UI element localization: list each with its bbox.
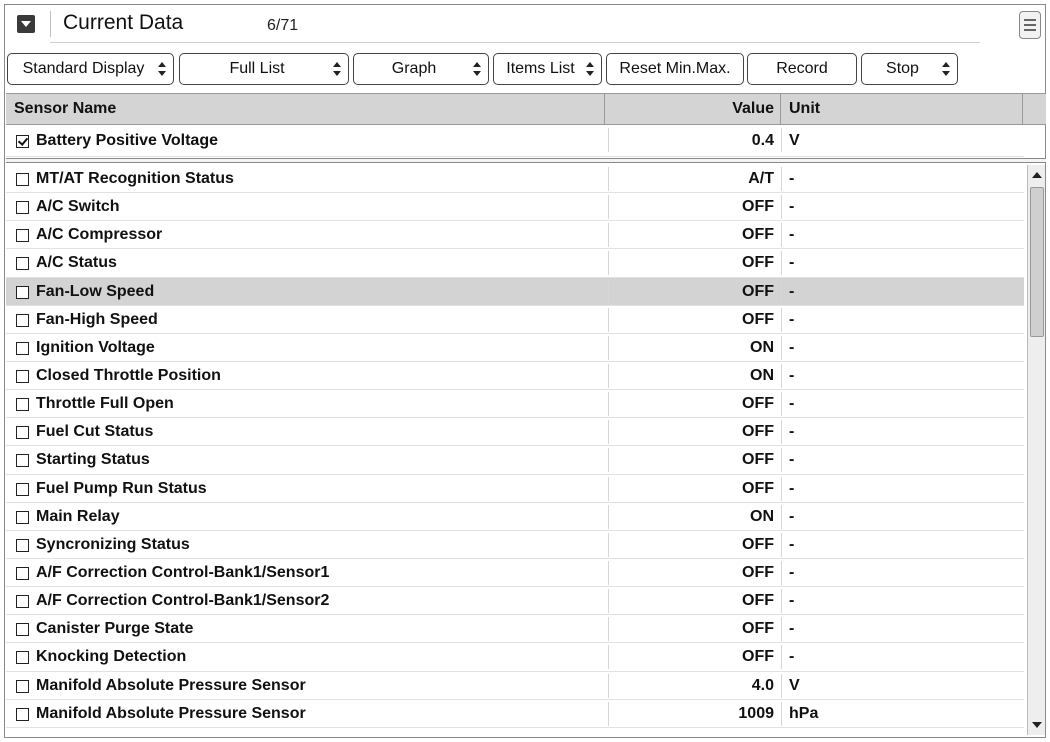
- cell-divider: [781, 195, 782, 219]
- checkbox-icon[interactable]: [16, 342, 29, 355]
- column-divider[interactable]: [780, 94, 781, 124]
- standard-display-label: Standard Display: [22, 60, 145, 77]
- table-row[interactable]: [6, 334, 1024, 362]
- vertical-scrollbar[interactable]: [1027, 165, 1045, 735]
- cell-divider: [781, 533, 782, 557]
- column-divider[interactable]: [604, 94, 605, 124]
- table-row[interactable]: [6, 615, 1024, 643]
- cell-divider: [781, 336, 782, 360]
- current-data-panel: [4, 4, 1046, 738]
- sensor-name: A/F Correction Control-Bank1/Sensor1: [36, 563, 330, 581]
- sensor-list: [6, 165, 1024, 735]
- table-row[interactable]: [6, 643, 1024, 671]
- record-label: Record: [776, 60, 828, 77]
- updown-arrow-icon: [942, 62, 950, 76]
- checkbox-icon[interactable]: [16, 257, 29, 270]
- reset-min-max-label: Reset Min.Max.: [619, 60, 731, 77]
- table-row[interactable]: [6, 418, 1024, 446]
- checkbox-checked-icon[interactable]: [16, 135, 29, 148]
- cell-divider: [781, 477, 782, 501]
- sensor-unit: hPa: [789, 704, 819, 722]
- pinned-sensor-unit: V: [789, 132, 800, 149]
- table-row[interactable]: [6, 390, 1024, 418]
- table-row[interactable]: [6, 193, 1024, 221]
- header-value[interactable]: Value: [732, 100, 774, 117]
- title-divider: [50, 11, 51, 37]
- sensor-unit: -: [789, 451, 795, 469]
- sensor-unit: -: [789, 479, 795, 497]
- standard-display-select[interactable]: [7, 53, 174, 85]
- sensor-name: Starting Status: [36, 451, 150, 469]
- sensor-value: OFF: [742, 563, 774, 581]
- table-row[interactable]: [6, 249, 1024, 277]
- table-row[interactable]: [6, 503, 1024, 531]
- updown-arrow-icon: [586, 62, 594, 76]
- checkbox-icon[interactable]: [16, 426, 29, 439]
- full-list-label: Full List: [229, 60, 285, 77]
- sensor-value: 1009: [738, 704, 774, 722]
- sensor-name: MT/AT Recognition Status: [36, 170, 234, 187]
- graph-select[interactable]: [353, 53, 489, 85]
- table-row[interactable]: [6, 165, 1024, 193]
- cell-divider: [781, 280, 782, 304]
- table-row[interactable]: [6, 362, 1024, 390]
- pinned-row[interactable]: [6, 126, 1024, 157]
- table-row[interactable]: [6, 531, 1024, 559]
- sensor-unit: -: [789, 395, 795, 413]
- sensor-unit: -: [789, 535, 795, 553]
- cell-divider: [781, 589, 782, 613]
- sensor-unit: -: [789, 310, 795, 328]
- sensor-value: OFF: [742, 310, 774, 328]
- updown-arrow-icon: [333, 62, 341, 76]
- table-row[interactable]: [6, 587, 1024, 615]
- sensor-value: OFF: [742, 479, 774, 497]
- sensor-name: Main Relay: [36, 507, 120, 525]
- checkbox-icon[interactable]: [16, 173, 29, 186]
- sensor-name: Fuel Cut Status: [36, 423, 154, 441]
- sensor-name: Fan-High Speed: [36, 310, 158, 328]
- sensor-value: OFF: [742, 282, 774, 300]
- checkbox-icon[interactable]: [16, 680, 29, 693]
- header-unit[interactable]: Unit: [789, 100, 821, 117]
- cell-divider: [781, 167, 782, 191]
- checkbox-icon[interactable]: [16, 398, 29, 411]
- sensor-name: Syncronizing Status: [36, 535, 190, 553]
- scroll-up-icon[interactable]: [1030, 168, 1044, 182]
- checkbox-icon[interactable]: [16, 651, 29, 664]
- checkbox-icon[interactable]: [16, 286, 29, 299]
- sensor-unit: -: [789, 620, 795, 638]
- cell-divider: [781, 364, 782, 388]
- full-list-select[interactable]: [179, 53, 349, 85]
- cell-divider: [781, 223, 782, 247]
- cell-divider: [781, 561, 782, 585]
- scroll-down-icon[interactable]: [1030, 718, 1044, 732]
- table-row[interactable]: [6, 278, 1024, 306]
- column-divider: [1022, 94, 1023, 124]
- checkbox-icon[interactable]: [16, 567, 29, 580]
- sensor-name: Throttle Full Open: [36, 395, 174, 413]
- reset-min-max-button[interactable]: [606, 53, 744, 85]
- sensor-name: Closed Throttle Position: [36, 366, 221, 384]
- sensor-value: OFF: [742, 198, 774, 216]
- page-title: Current Data: [63, 11, 184, 34]
- table-row[interactable]: [6, 306, 1024, 334]
- items-list-select[interactable]: [493, 53, 602, 85]
- scroll-thumb[interactable]: [1030, 187, 1044, 337]
- table-row[interactable]: [6, 446, 1024, 474]
- sensor-unit: -: [789, 592, 795, 610]
- checkbox-icon[interactable]: [16, 483, 29, 496]
- sensor-name: A/C Status: [36, 254, 117, 272]
- checkbox-icon[interactable]: [16, 314, 29, 327]
- sensor-unit: -: [789, 366, 795, 384]
- table-header: [6, 93, 1046, 125]
- checkbox-icon[interactable]: [16, 708, 29, 721]
- cell-divider: [781, 448, 782, 472]
- menu-icon[interactable]: [1019, 11, 1041, 39]
- updown-arrow-icon: [473, 62, 481, 76]
- sensor-unit: -: [789, 648, 795, 666]
- sensor-name: A/C Compressor: [36, 226, 163, 244]
- checkbox-icon[interactable]: [16, 539, 29, 552]
- sensor-value: OFF: [742, 648, 774, 666]
- sensor-unit: -: [789, 423, 795, 441]
- sensor-name: Knocking Detection: [36, 648, 187, 666]
- sensor-name: Ignition Voltage: [36, 338, 155, 356]
- header-sensor-name[interactable]: Sensor Name: [14, 100, 117, 117]
- cell-divider: [781, 645, 782, 669]
- sensor-value: 4.0: [751, 676, 774, 694]
- sensor-value: OFF: [742, 451, 774, 469]
- sensor-unit: -: [789, 254, 795, 272]
- cell-divider: [781, 505, 782, 529]
- table-row[interactable]: [6, 559, 1024, 587]
- cell-divider: [781, 392, 782, 416]
- collapse-icon[interactable]: [17, 15, 35, 33]
- item-count: 6/71: [267, 17, 299, 34]
- cell-divider: [781, 128, 782, 152]
- sensor-name: Manifold Absolute Pressure Sensor: [36, 704, 306, 722]
- cell-divider: [781, 308, 782, 332]
- checkbox-icon[interactable]: [16, 201, 29, 214]
- sensor-name: A/C Switch: [36, 198, 120, 216]
- sensor-unit: -: [789, 338, 795, 356]
- checkbox-icon[interactable]: [16, 370, 29, 383]
- pinned-separator: [6, 158, 1046, 163]
- checkbox-icon[interactable]: [16, 595, 29, 608]
- sensor-value: OFF: [742, 254, 774, 272]
- title-bar: [5, 5, 1045, 43]
- pinned-sensor-value: 0.4: [751, 132, 774, 149]
- sensor-value: OFF: [742, 592, 774, 610]
- checkbox-icon[interactable]: [16, 454, 29, 467]
- sensor-name: A/F Correction Control-Bank1/Sensor2: [36, 592, 330, 610]
- toolbar: [5, 49, 1045, 89]
- items-list-label: Items List: [506, 60, 575, 77]
- table-row[interactable]: [6, 700, 1024, 728]
- stop-label: Stop: [886, 60, 919, 77]
- cell-divider: [781, 617, 782, 641]
- sensor-name: Canister Purge State: [36, 620, 194, 638]
- sensor-unit: -: [789, 198, 795, 216]
- sensor-value: OFF: [742, 226, 774, 244]
- cell-divider: [781, 420, 782, 444]
- sensor-name: Manifold Absolute Pressure Sensor: [36, 676, 306, 694]
- checkbox-icon[interactable]: [16, 511, 29, 524]
- sensor-value: OFF: [742, 423, 774, 441]
- updown-arrow-icon: [158, 62, 166, 76]
- sensor-name: Fuel Pump Run Status: [36, 479, 207, 497]
- sensor-value: OFF: [742, 620, 774, 638]
- title-underline: [50, 42, 980, 43]
- sensor-unit: -: [789, 282, 795, 300]
- checkbox-icon[interactable]: [16, 229, 29, 242]
- sensor-unit: V: [789, 676, 800, 694]
- sensor-value: A/T: [748, 170, 774, 187]
- sensor-unit: -: [789, 563, 795, 581]
- table-row[interactable]: [6, 475, 1024, 503]
- table-row[interactable]: [6, 221, 1024, 249]
- cell-divider: [781, 702, 782, 726]
- table-row[interactable]: [6, 672, 1024, 700]
- sensor-unit: -: [789, 226, 795, 244]
- pinned-sensor-name: Battery Positive Voltage: [36, 132, 218, 149]
- stop-select[interactable]: [861, 53, 958, 85]
- graph-label: Graph: [391, 60, 437, 77]
- cell-divider: [781, 674, 782, 698]
- checkbox-icon[interactable]: [16, 623, 29, 636]
- record-button[interactable]: [747, 53, 857, 85]
- cell-divider: [781, 251, 782, 275]
- sensor-unit: -: [789, 507, 795, 525]
- sensor-value: ON: [750, 507, 774, 525]
- sensor-value: ON: [750, 366, 774, 384]
- sensor-value: OFF: [742, 535, 774, 553]
- sensor-name: Fan-Low Speed: [36, 282, 155, 300]
- sensor-value: OFF: [742, 395, 774, 413]
- sensor-unit: -: [789, 170, 795, 187]
- sensor-value: ON: [750, 338, 774, 356]
